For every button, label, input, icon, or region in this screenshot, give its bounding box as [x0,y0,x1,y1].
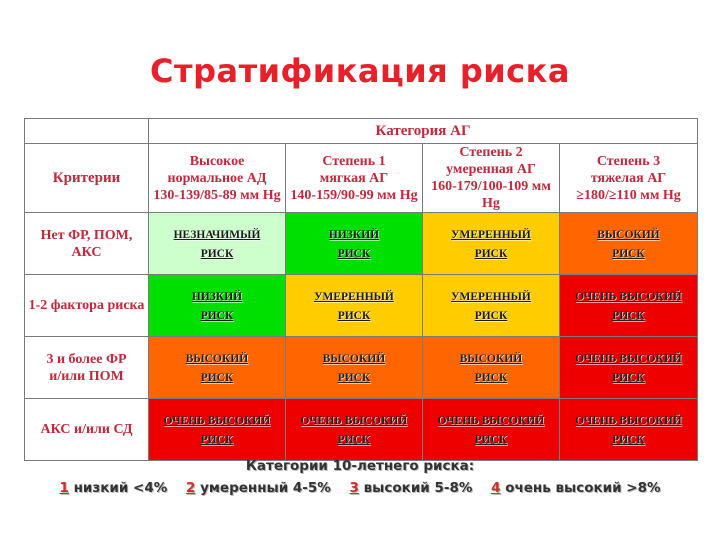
row-criteria-cell [25,275,149,337]
column-header-line: Высокое [189,153,245,169]
column-header-line: 140-159/90-99 мм Hg [290,187,418,203]
risk-label: РИСК [474,309,508,322]
table-row [25,337,698,399]
risk-cell-very-high [560,275,698,337]
risk-label: НИЗКИЙ [191,290,243,303]
legend-text: низкий <4% [73,480,168,496]
risk-cell-moderate [423,213,560,275]
risk-label: РИСК [337,247,371,260]
column-header-line: тяжелая АГ [590,170,667,186]
risk-label: ОЧЕНЬ ВЫСОКИЙ [575,352,682,365]
risk-label: УМЕРЕННЫЙ [451,290,531,303]
row-criteria-cell [25,399,149,461]
column-header-grade-1 [286,144,423,213]
table-row [25,213,698,275]
legend-number: 3 [349,480,359,496]
risk-label: УМЕРЕННЫЙ [451,228,531,241]
legend-text: очень высокий >8% [505,480,661,496]
risk-label: РИСК [337,371,371,384]
risk-cell-very-high [560,337,698,399]
risk-label: ОЧЕНЬ ВЫСОКИЙ [437,414,545,427]
column-header-grade-2 [423,144,560,213]
row-criteria-cell [25,337,149,399]
risk-label: ОЧЕНЬ ВЫСОКИЙ [575,414,682,427]
risk-label: НИЗКИЙ [328,228,380,241]
risk-label: РИСК [612,247,645,260]
category-header: Категория АГ [149,119,698,144]
risk-cell-very-high [286,399,423,461]
risk-cell-moderate [286,275,423,337]
column-header-line: умеренная АГ [446,162,536,177]
column-header-line: Степень 1 [322,153,386,169]
risk-label: ОЧЕНЬ ВЫСОКИЙ [575,290,682,303]
row-criteria-line: Нет ФР, ПОМ, [40,227,133,243]
table-header-row-columns [25,144,698,213]
column-header-line: нормальное АД [167,170,267,186]
risk-label: РИСК [337,433,371,446]
risk-cell-negligible [149,213,286,275]
risk-label: РИСК [337,309,371,322]
risk-label: ОЧЕНЬ ВЫСОКИЙ [300,414,408,427]
risk-label: РИСК [612,371,645,384]
risk-label: ВЫСОКИЙ [459,352,523,365]
legend-number: 4 [491,480,501,496]
risk-cell-high [286,337,423,399]
legend-text: высокий 5-8% [363,480,473,496]
empty-corner-cell [25,119,149,144]
risk-label: РИСК [200,433,234,446]
risk-label: РИСК [612,433,645,446]
column-header-line: мягкая АГ [319,170,389,186]
row-criteria-line: и/или ПОМ [49,368,124,384]
column-header-line: 160-179/100-109 мм Hg [431,179,551,211]
slide-title: Стратификация риска [150,52,570,90]
legend-text: умеренный 4-5% [200,480,331,496]
legend-items [0,480,720,496]
criteria-header: Критерии [25,144,149,213]
row-criteria-line: АКС [71,244,102,260]
risk-label: ВЫСОКИЙ [322,352,386,365]
risk-cell-very-high [149,399,286,461]
row-criteria-line: 1-2 фактора риска [28,298,145,313]
risk-label: ВЫСОКИЙ [185,352,249,365]
risk-label: ВЫСОКИЙ [597,228,660,241]
risk-label: РИСК [474,371,508,384]
table-header-row-category [25,119,698,144]
risk-label: РИСК [474,433,508,446]
table-row [25,399,698,461]
risk-label: ОЧЕНЬ ВЫСОКИЙ [163,414,271,427]
risk-label: РИСК [200,247,234,260]
risk-categories-legend [0,458,720,496]
risk-cell-low [286,213,423,275]
legend-number: 2 [185,480,196,496]
risk-cell-high [560,213,698,275]
risk-stratification-table [24,118,698,461]
risk-cell-high [149,337,286,399]
legend-heading: Категории 10-летнего риска: [245,458,475,474]
risk-cell-low [149,275,286,337]
column-header-line: 130-139/85-89 мм Hg [153,187,281,203]
risk-cell-very-high [423,399,560,461]
risk-label: РИСК [612,309,645,322]
column-header-line: ≥180/≥110 мм Hg [576,187,681,203]
risk-cell-very-high [560,399,698,461]
risk-label: РИСК [474,247,508,260]
risk-label: РИСК [200,371,234,384]
column-header-grade-3 [560,144,698,213]
legend-number: 1 [59,480,69,496]
risk-label: УМЕРЕННЫЙ [314,290,394,303]
risk-cell-moderate [423,275,560,337]
row-criteria-line: 3 и более ФР [46,351,127,367]
column-header-high-normal [149,144,286,213]
row-criteria-cell [25,213,149,275]
column-header-line: Степень 3 [596,153,661,169]
risk-label: РИСК [200,309,234,322]
risk-cell-high [423,337,560,399]
table-row [25,275,698,337]
column-header-line: Степень 2 [459,145,523,160]
row-criteria-line: АКС и/или СД [40,422,133,437]
risk-label: НЕЗНАЧИМЫЙ [173,228,261,241]
